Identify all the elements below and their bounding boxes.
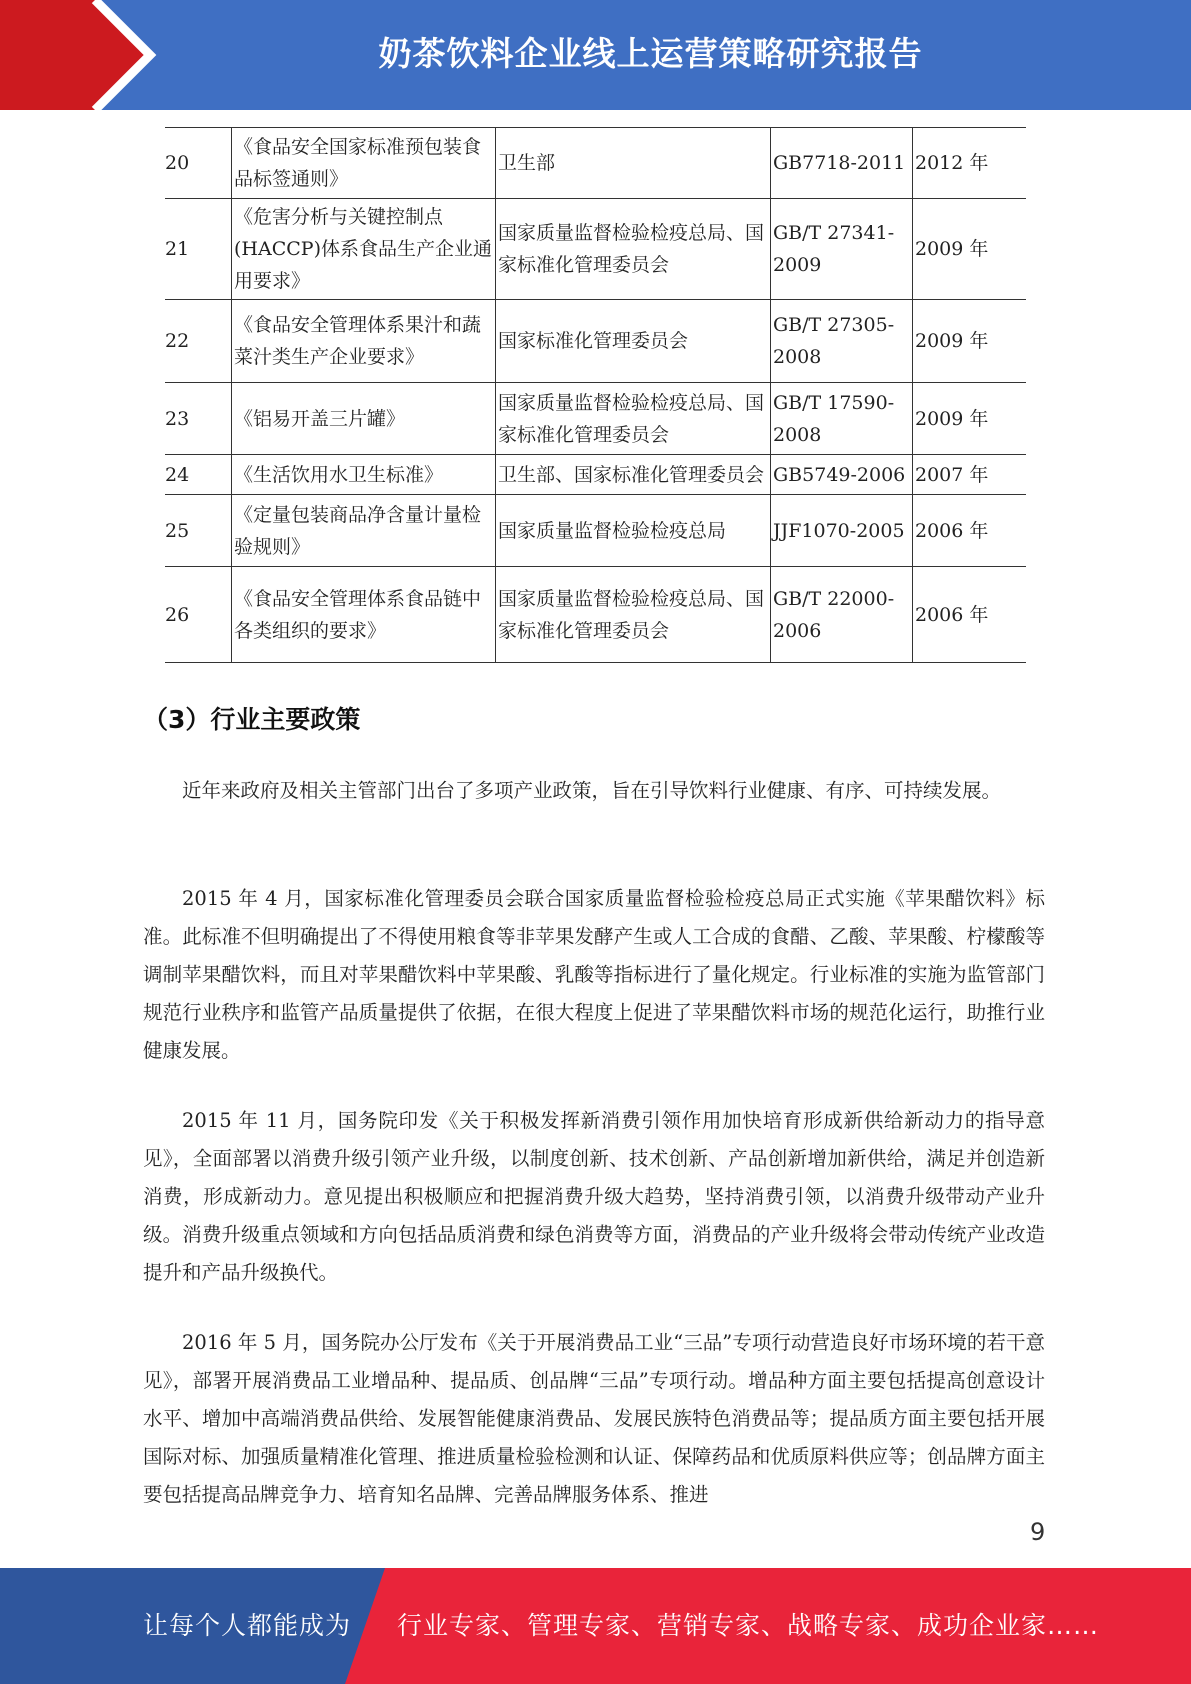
standard-year: 2006 年: [913, 495, 1027, 567]
header-title: 奶茶饮料企业线上运营策略研究报告: [378, 34, 923, 73]
standard-year: 2012 年: [913, 128, 1027, 199]
paragraph-three-products: 2016 年 5 月，国务院办公厅发布《关于开展消费品工业“三品”专项行动营造良好市场环境的若干意见》，部署开展消费品工业增品种、提品质、创品牌“三品”专项行动。增品种方面主要包括提高创意设计水平、增加中高端消费品供给、发展智能健康消费品、发展民族特色消费品等；提品质方面主要包括开展国际对标、加强质量精准化管理、推进质量检验检测和认证、保障药品和优质原料供应等；创品牌方面主要包括提高品牌竞争力、培育知名品牌、完善品牌服务体系、推进: [143, 1331, 1045, 1506]
standard-name: 《食品安全管理体系果汁和蔬菜汁类生产企业要求》: [232, 300, 496, 383]
paragraph-new-consumption: 2015 年 11 月，国务院印发《关于积极发挥新消费引领作用加快培育形成新供给新动力的指导意见》，全面部署以消费升级引领产业升级，以制度创新、技术创新、产品创新增加新供给，满足并创造新消费，形成新动力。意见提出积极顺应和把握消费升级大趋势，坚持消费引领，以消费升级带动产业升级。消费升级重点领域和方向包括品质消费和绿色消费等方面，消费品的产业升级将会带动传统产业改造提升和产品升级换代。: [143, 1109, 1045, 1284]
standard-name: 《铝易开盖三片罐》: [232, 383, 496, 455]
issuing-org: 国家质量监督检验检疫总局、国家标准化管理委员会: [496, 567, 771, 663]
issuing-org: 国家质量监督检验检疫总局: [496, 495, 771, 567]
section-heading: （3）行业主要政策: [143, 705, 361, 734]
table-row: [165, 383, 1026, 455]
standard-code: GB/T 27305-2008: [771, 300, 913, 383]
standard-name: 《生活饮用水卫生标准》: [232, 455, 496, 495]
table-row: [165, 455, 1026, 495]
standards-table: [165, 127, 1026, 663]
table-row: [165, 128, 1026, 199]
standard-name: 《危害分析与关键控制点(HACCP)体系食品生产企业通用要求》: [232, 199, 496, 300]
row-number: 26: [165, 567, 232, 663]
standard-code: GB/T 17590-2008: [771, 383, 913, 455]
table-row: [165, 495, 1026, 567]
standard-year: 2009 年: [913, 300, 1027, 383]
issuing-org: 国家质量监督检验检疫总局、国家标准化管理委员会: [496, 199, 771, 300]
standard-name: 《食品安全国家标准预包装食品标签通则》: [232, 128, 496, 199]
row-number: 20: [165, 128, 232, 199]
row-number: 24: [165, 455, 232, 495]
paragraph-intro: 近年来政府及相关主管部门出台了多项产业政策，旨在引导饮料行业健康、有序、可持续发展。: [182, 779, 1002, 802]
row-number: 21: [165, 199, 232, 300]
row-number: 22: [165, 300, 232, 383]
standard-code: GB/T 22000-2006: [771, 567, 913, 663]
standard-name: 《定量包装商品净含量计量检验规则》: [232, 495, 496, 567]
standard-year: 2006 年: [913, 567, 1027, 663]
footer-slogan-right: 行业专家、管理专家、营销专家、战略专家、成功企业家……: [397, 1611, 1100, 1640]
standard-year: 2009 年: [913, 199, 1027, 300]
table-row: [165, 567, 1026, 663]
standard-code: GB/T 27341-2009: [771, 199, 913, 300]
page-header: [0, 0, 1191, 110]
issuing-org: 卫生部、国家标准化管理委员会: [498, 463, 765, 486]
paragraph-apple-vinegar-standard: 2015 年 4 月，国家标准化管理委员会联合国家质量监督检验检疫总局正式实施《苹果醋饮料》标准。此标准不但明确提出了不得使用粮食等非苹果发酵产生或人工合成的食醋、乙酸、苹果酸、柠檬酸等调制苹果醋饮料，而且对苹果醋饮料中苹果酸、乳酸等指标进行了量化规定。行业标准的实施为监管部门规范行业秩序和监管产品质量提供了依据，在很大程度上促进了苹果醋饮料市场的规范化运行，助推行业健康发展。: [143, 887, 1045, 1062]
table-row: [165, 199, 1026, 300]
page-footer: [0, 1568, 1191, 1684]
standard-name: 《食品安全管理体系食品链中各类组织的要求》: [232, 567, 496, 663]
table-row: [165, 300, 1026, 383]
issuing-org: 国家质量监督检验检疫总局、国家标准化管理委员会: [496, 383, 771, 455]
issuing-org: 国家标准化管理委员会: [496, 300, 771, 383]
standard-year: 2009 年: [913, 383, 1027, 455]
standard-year: 2007 年: [913, 455, 1027, 495]
row-number: 23: [165, 383, 232, 455]
standard-code: GB5749-2006: [771, 455, 913, 495]
row-number: 25: [165, 495, 232, 567]
footer-slogan-left: 让每个人都能成为: [143, 1611, 352, 1640]
standard-code: GB7718-2011: [771, 128, 913, 199]
page-number: 9: [1030, 1518, 1046, 1546]
issuing-org: 卫生部: [496, 128, 771, 199]
standard-code: JJF1070-2005: [771, 495, 913, 567]
